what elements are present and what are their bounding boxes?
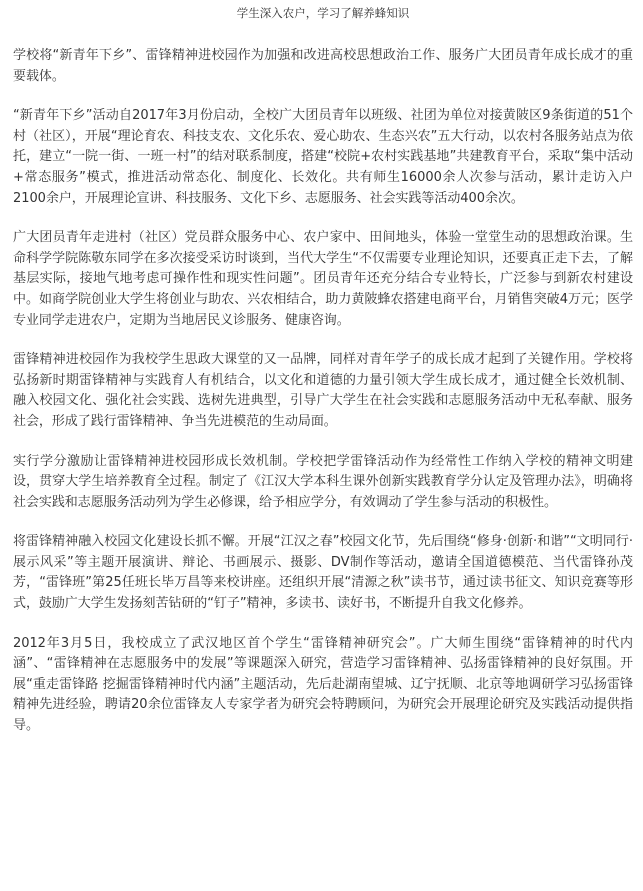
spacer [13,433,633,452]
spacer [13,32,633,46]
article-paragraph-new-youth-launch: “新青年下乡”活动自2017年3月份启动，全校广大团员青年以班级、社团为单位对接黄陂区9条街道的51个村（社区），开展“理论育农、科技支农、文化乐农、爱心助农、生态兴农”五大行动，以农村各服务站点为依托，建立“一院一街、一班一村”的结对联系制度，搭建“校院+农村实践基地”共建教育平台，采取“集中活动+常态服务”模式，推进活动常态化、制度化、长效化。共有师生16000余人次参与活动，累计走访入户2100余户，开展理论宣讲、科技服务、文化下乡、志愿服务、社会实践等活动400余次。 [13,108,633,206]
article-paragraph-research-society: 2012年3月5日，我校成立了武汉地区首个学生“雷锋精神研究会”。广大师生围绕“雷锋精神的时代内涵”、“雷锋精神在志愿服务中的发展”等课题深入研究，营造学习雷锋精神、弘扬雷锋精神的良好氛围。开展“重走雷锋路 挖掘雷锋精神时代内涵”主题活动，先后赴湖南望城、辽宁抚顺、北京等地调研学习弘扬雷锋精神先进经验，聘请20余位雷锋友人专家学者为研究会特聘顾问，为研究会开展理论研究及实践活动提供指导。 [13,635,633,734]
article-paragraph-campus-culture: 将雷锋精神融入校园文化建设长抓不懈。开展“江汉之春”校园文化节，先后围绕“修身·创新·和谐”“文明同行·展示风采”等主题开展演讲、辩论、书画展示、摄影、DV制作等活动，邀请全国道德模范、当代雷锋孙茂芳，“雷锋班”第25任班长毕万昌等来校讲座。还组织开展“清源之秋”读书节，通过读书征文、知识竞赛等形式，鼓励广大学生发扬刻苦钻研的“钉子”精神，多读书、读好书，不断提升自我文化修养。 [13,534,633,612]
article-paragraph-credit-incentive: 实行学分激励让雷锋精神进校园形成长效机制。学校把学雷锋活动作为经常性工作纳入学校的精神文明建设，贯穿大学生培养教育全过程。制定了《江汉大学本科生课外创新实践教育学分认定及管理办法》，明确将社会实践和志愿服务活动列为学生必修课，给予相应学分，有效调动了学生参与活动的积极性。 [13,453,633,510]
spacer [13,513,633,532]
article-paragraph-lei-feng-campus: 雷锋精神进校园作为我校学生思政大课堂的又一品牌，同样对青年学子的成长成才起到了关键作用。学校将弘扬新时期雷锋精神与实践育人有机结合，以文化和道德的力量引领大学生成长成才，通过健全长效机制、融入校园文化、强化社会实践、选树先进典型，引导广大学生在社会实践和志愿服务活动中无私奉献、服务社会，形成了践行雷锋精神、争当先进模范的生动局面。 [13,352,633,429]
spacer [13,615,633,634]
spacer [13,87,633,106]
article-paragraph-intro: 学校将“新青年下乡”、雷锋精神进校园作为加强和改进高校思想政治工作、服务广大团员青年成长成才的重要载体。 [13,48,633,84]
photo-caption: 学生深入农户，学习了解养蜂知识 [236,6,410,20]
article-paragraph-village-practice: 广大团员青年走进村（社区）党员群众服务中心、农户家中、田间地头，体验一堂堂生动的思想政治课。生命科学学院陈敬东同学在多次接受采访时谈到，当代大学生“不仅需要专业理论知识，还要真正走下去，了解基层实际，接地气地考虑可操作性和现实性问题”。团员青年还充分结合专业特长，广泛参与到新农村建设中。如商学院创业大学生将创业与助农、兴农相结合，助力黄陂蜂农搭建电商平台，月销售突破4万元；医学专业同学走进农户，定期为当地居民义诊服务、健康咨询。 [13,230,633,328]
spacer [13,209,633,228]
spacer [13,331,633,350]
